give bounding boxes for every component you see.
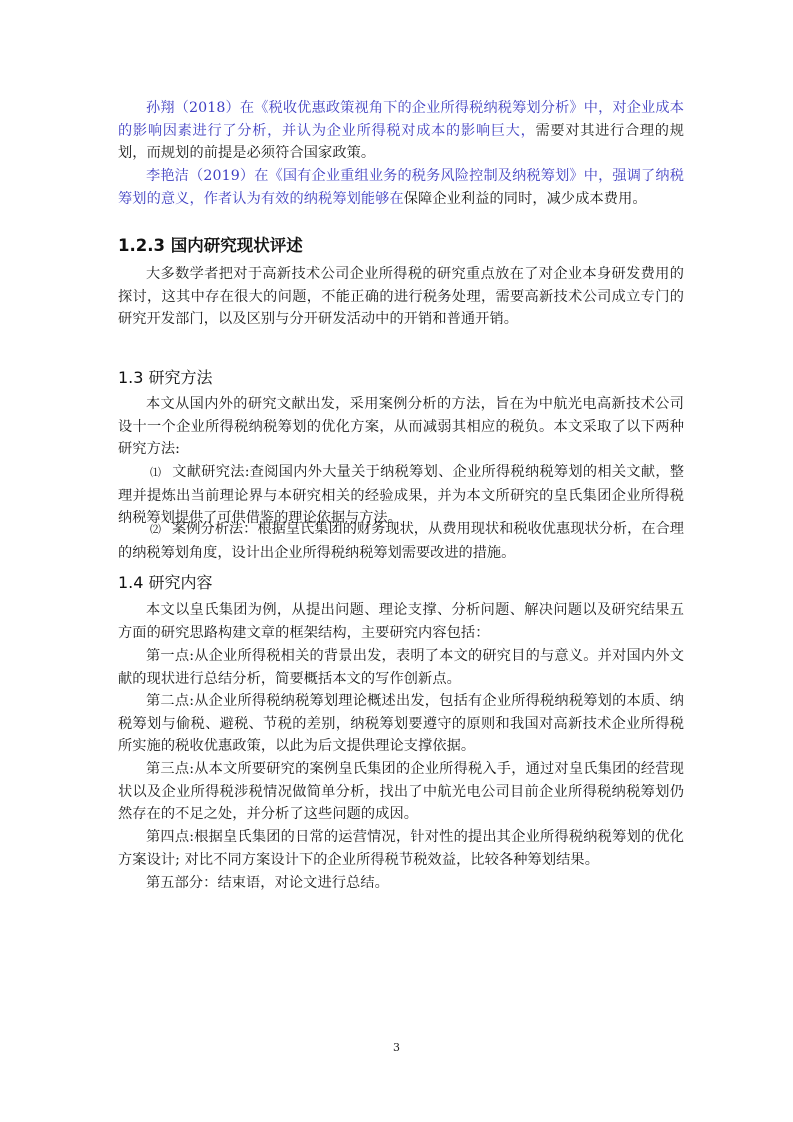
list-item-case-method xyxy=(118,518,684,564)
page-number: 3 xyxy=(393,1041,400,1054)
paragraph-methods-intro: 本文从国内外的研究文献出发，采用案例分析的方法，旨在为中航光电高新技术公司设十一个企业所得税纳税筹划的优化方案，从而减弱其相应的税负。本文采取了以下两种研究方法: xyxy=(118,396,684,458)
paragraph-point-four: 第四点:根据皇氏集团的日常的运营情况，针对性的提出其企业所得税纳税筹划的优化方案设计; 对比不同方案设计下的企业所得税节税效益，比较各种筹划结果。 xyxy=(118,829,684,868)
paragraph-tail: 保障企业利益的同时，减少成本费用。 xyxy=(403,190,647,207)
section-heading-1-2-3: 1.2.3 国内研究现状评述 xyxy=(118,236,303,255)
paragraph-review: 大多数学者把对于高新技术公司企业所得税的研究重点放在了对企业本身研发费用的探讨，这其中存在很大的问题，不能正确的进行税务处理，需要高新技术公司成立专门的研究开发部门，以及区别与分开研发活动中的开销和普通开销。 xyxy=(118,266,684,328)
paragraph-part-five: 第五部分：结束语，对论文进行总结。 xyxy=(146,875,389,891)
paragraph-li-yanjie xyxy=(118,165,684,210)
paragraph-point-three: 第三点:从本文所要研究的案例皇氏集团的企业所得税入手，通过对皇氏集团的经营现状以及企业所得税涉税情况做简单分析，找出了中航光电公司目前企业所得税纳税筹划仍然存在的不足之处，并分析了这些问题的成因。 xyxy=(118,761,684,823)
section-heading-1-4: 1.4 研究内容 xyxy=(118,573,213,592)
paragraph-point-two: 第二点:从企业所得税纳税筹划理论概述出发，包括有企业所得税纳税筹划的本质、纳税筹划与偷税、避税、节税的差别，纳税筹划要遵守的原则和我国对高新技术企业所得税所实施的税收优惠政策，以此为后文提供理论支撑依据。 xyxy=(118,693,684,755)
list-marker: ⑵ xyxy=(150,523,161,536)
citation-text: 李艳洁（2019）在《国有企业重组业务的税务风险控制及纳税筹划》中，强调了纳税筹划的意义，作者认为有效的纳税筹划能够在 xyxy=(118,168,684,207)
section-heading-1-3: 1.3 研究方法 xyxy=(118,368,213,387)
list-item-text: 案例分析法：根据皇氏集团的财务现状，从费用现状和税收优惠现状分析，在合理的纳税筹划角度，设计出企业所得税纳税筹划需要改进的措施。 xyxy=(118,521,684,561)
paragraph-sun-xiang xyxy=(118,97,684,165)
citation-text: 孙翔（2018）在《税收优惠政策视角下的企业所得税纳税筹划分析》中，对企业成本的影响因素进行了分析，并认为企业所得税对成本的影响巨大， xyxy=(118,100,684,139)
paragraph-content-intro: 本文以皇氏集团为例，从提出问题、理论支撑、分析问题、解决问题以及研究结果五方面的研究思路构建文章的框架结构，主要研究内容包括： xyxy=(118,602,684,641)
list-marker: ⑴ xyxy=(150,466,161,479)
paragraph-point-one: 第一点:从企业所得税相关的背景出发，表明了本文的研究目的与意义。并对国内外文献的现状进行总结分析，简要概括本文的写作创新点。 xyxy=(118,648,684,687)
list-item-text: 文献研究法:查阅国内外大量关于纳税筹划、企业所得税纳税筹划的相关文献，整理并提炼出当前理论界与本研究相关的经验成果，并为本文所研究的皇氏集团企业所得税纳税筹划提供了可供借鉴的理论依据与方法。 xyxy=(118,464,684,527)
paragraph-tail: 需要对其进行合理的规划，而规划的前提是必须符合国家政策。 xyxy=(118,122,684,162)
